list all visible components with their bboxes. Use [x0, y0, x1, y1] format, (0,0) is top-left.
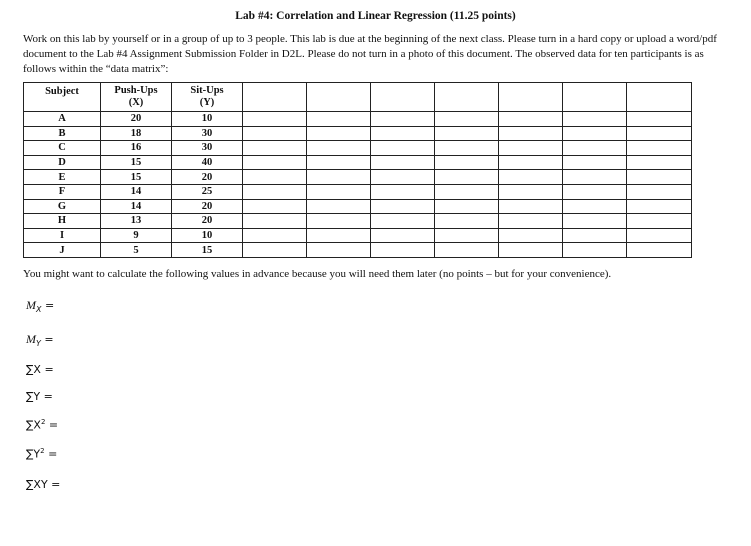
empty-cell [499, 141, 563, 156]
sit-ups-cell: 30 [172, 126, 243, 141]
empty-cell [371, 170, 435, 185]
push-ups-cell: 15 [101, 170, 172, 185]
sit-ups-cell: 40 [172, 155, 243, 170]
empty-cell [627, 112, 692, 127]
push-ups-cell: 14 [101, 184, 172, 199]
empty-cell [243, 199, 307, 214]
empty-cell [499, 228, 563, 243]
empty-cell [243, 155, 307, 170]
empty-cell [499, 199, 563, 214]
empty-cell [435, 214, 499, 229]
empty-cell [371, 199, 435, 214]
subject-cell: I [24, 228, 101, 243]
table-row [24, 184, 692, 199]
push-ups-cell: 16 [101, 141, 172, 156]
subject-cell: B [24, 126, 101, 141]
empty-header-cell [563, 83, 627, 112]
empty-cell [563, 228, 627, 243]
instructions-paragraph: Work on this lab by yourself or in a group of up to 3 people. This lab is due at the beginning of the next class. Please turn in a hard copy or upload a word/pdf document to the Lab #4 Assignment Submission Folder in D2L. Please do not turn in a photo of this document. The observed data for ten participants is as follows within the “data matrix”: [23, 33, 717, 75]
empty-cell [563, 170, 627, 185]
data-matrix-table [23, 82, 692, 258]
empty-cell [243, 170, 307, 185]
subject-cell: G [24, 199, 101, 214]
empty-cell [371, 184, 435, 199]
empty-cell [499, 184, 563, 199]
empty-cell [307, 141, 371, 156]
subject-cell: C [24, 141, 101, 156]
convenience-note: You might want to calculate the following values in advance because you will need them later (no points – but for your convenience). [23, 268, 612, 280]
empty-cell [499, 214, 563, 229]
empty-cell [435, 141, 499, 156]
subject-cell: F [24, 184, 101, 199]
header-subject: Subject [24, 83, 101, 112]
empty-cell [307, 155, 371, 170]
empty-cell [243, 112, 307, 127]
sit-ups-cell: 20 [172, 214, 243, 229]
empty-cell [499, 126, 563, 141]
empty-cell [243, 126, 307, 141]
mean-y-label: $M_Y$ = [26, 332, 54, 349]
empty-cell [627, 126, 692, 141]
push-ups-cell: 13 [101, 214, 172, 229]
empty-cell [371, 141, 435, 156]
sum-x-label: ∑X = [26, 363, 54, 376]
empty-cell [563, 155, 627, 170]
empty-header-cell [371, 83, 435, 112]
empty-cell [563, 214, 627, 229]
empty-cell [243, 184, 307, 199]
empty-cell [563, 112, 627, 127]
empty-cell [435, 243, 499, 258]
empty-cell [435, 228, 499, 243]
empty-cell [563, 199, 627, 214]
page-title: Lab #4: Correlation and Linear Regression (11.25 points) [235, 10, 516, 22]
empty-header-cell [435, 83, 499, 112]
empty-cell [371, 155, 435, 170]
empty-cell [627, 141, 692, 156]
empty-cell [563, 243, 627, 258]
empty-cell [307, 228, 371, 243]
empty-cell [307, 126, 371, 141]
subject-cell: D [24, 155, 101, 170]
subject-cell: E [24, 170, 101, 185]
empty-cell [627, 155, 692, 170]
table-row [24, 170, 692, 185]
empty-cell [435, 126, 499, 141]
header-sit-ups: Sit-Ups (Y) [172, 83, 243, 112]
empty-cell [627, 214, 692, 229]
empty-cell [499, 112, 563, 127]
table-row [24, 141, 692, 156]
empty-cell [371, 228, 435, 243]
empty-cell [563, 126, 627, 141]
table-row [24, 214, 692, 229]
empty-header-cell [499, 83, 563, 112]
empty-cell [563, 141, 627, 156]
empty-cell [307, 184, 371, 199]
empty-cell [307, 112, 371, 127]
table-row [24, 155, 692, 170]
empty-cell [435, 184, 499, 199]
empty-cell [499, 155, 563, 170]
sit-ups-cell: 30 [172, 141, 243, 156]
empty-cell [371, 126, 435, 141]
empty-cell [563, 184, 627, 199]
table-row [24, 112, 692, 127]
sum-y-label: ∑Y = [26, 390, 53, 403]
empty-cell [499, 170, 563, 185]
empty-cell [627, 243, 692, 258]
empty-cell [435, 112, 499, 127]
empty-cell [435, 155, 499, 170]
empty-cell [307, 243, 371, 258]
sum-xy-label: ∑XY = [26, 478, 61, 491]
push-ups-cell: 20 [101, 112, 172, 127]
mean-x-label: $M_X$ = [26, 298, 55, 315]
table-row [24, 228, 692, 243]
empty-cell [307, 199, 371, 214]
push-ups-cell: 14 [101, 199, 172, 214]
push-ups-cell: 5 [101, 243, 172, 258]
empty-cell [627, 199, 692, 214]
subject-cell: J [24, 243, 101, 258]
empty-header-cell [243, 83, 307, 112]
push-ups-cell: 18 [101, 126, 172, 141]
empty-header-cell [307, 83, 371, 112]
empty-cell [243, 141, 307, 156]
table-row [24, 243, 692, 258]
empty-cell [627, 228, 692, 243]
empty-cell [435, 170, 499, 185]
table-header-row [24, 83, 692, 112]
subject-cell: H [24, 214, 101, 229]
push-ups-cell: 9 [101, 228, 172, 243]
empty-cell [371, 243, 435, 258]
sit-ups-cell: 10 [172, 112, 243, 127]
empty-cell [307, 170, 371, 185]
sum-y-squared-label: $\sum Y^2$ = [26, 447, 58, 461]
empty-cell [499, 243, 563, 258]
header-push-ups: Push-Ups (X) [101, 83, 172, 112]
sit-ups-cell: 10 [172, 228, 243, 243]
push-ups-cell: 15 [101, 155, 172, 170]
sit-ups-cell: 15 [172, 243, 243, 258]
empty-cell [371, 214, 435, 229]
empty-cell [435, 199, 499, 214]
empty-cell [307, 214, 371, 229]
empty-header-cell [627, 83, 692, 112]
table-row [24, 126, 692, 141]
empty-cell [627, 184, 692, 199]
empty-cell [243, 228, 307, 243]
sit-ups-cell: 20 [172, 199, 243, 214]
sit-ups-cell: 25 [172, 184, 243, 199]
empty-cell [243, 214, 307, 229]
table-row [24, 199, 692, 214]
sum-x-squared-label: $\sum X^2$ = [26, 418, 59, 432]
subject-cell: A [24, 112, 101, 127]
empty-cell [371, 112, 435, 127]
empty-cell [243, 243, 307, 258]
empty-cell [627, 170, 692, 185]
sit-ups-cell: 20 [172, 170, 243, 185]
